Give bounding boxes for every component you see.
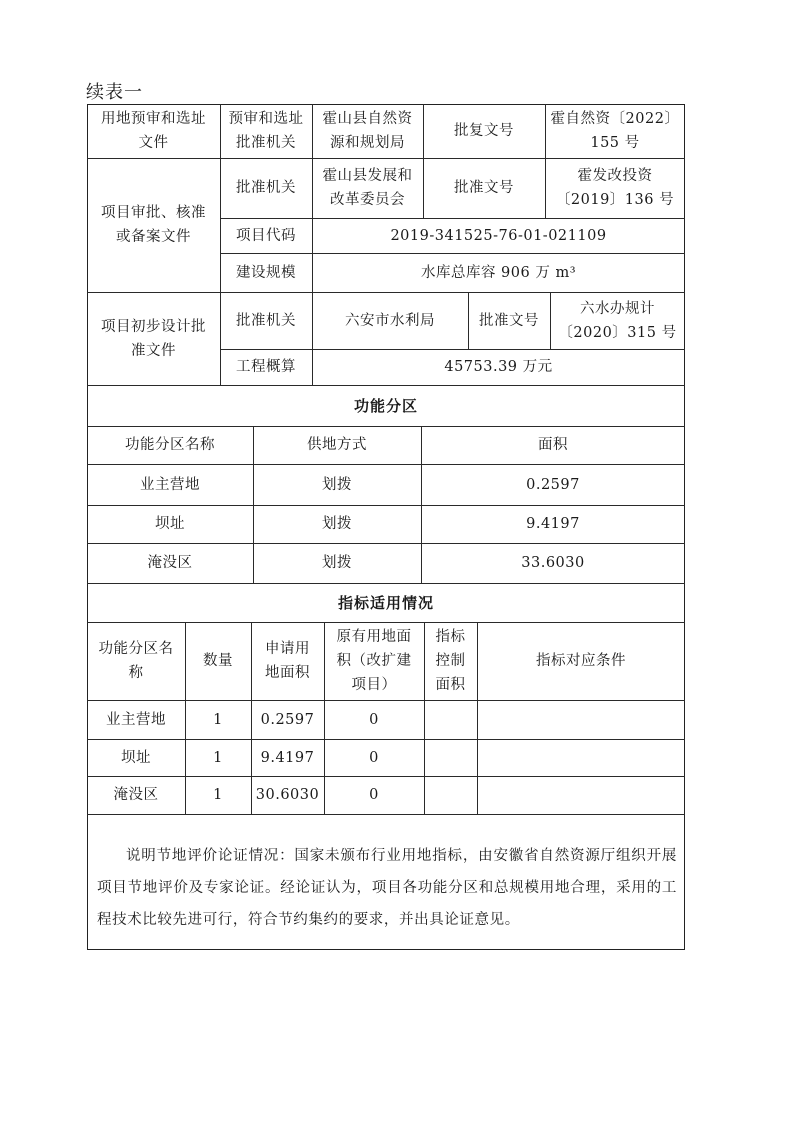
indicators-row-applied-area: 0.2597 [260, 711, 315, 728]
indicators-row-applied-area: 30.6030 [255, 787, 320, 803]
design-authority-label: 批准机关 [236, 312, 296, 329]
zones-row-name: 业主营地 [140, 476, 200, 493]
budget-label: 工程概算 [236, 359, 296, 375]
project-doc-label: 批准文号 [454, 180, 514, 196]
project-code-value: 2019-341525-76-01-021109 [390, 227, 607, 244]
indicators-row-name: 业主营地 [106, 711, 166, 728]
indicators-row-existing-area: 0 [369, 749, 379, 766]
project-authority-value: 霍山县发展和 改革委员会 [322, 168, 413, 208]
zones-row-area: 0.2597 [526, 476, 580, 493]
zones-row-name: 坝址 [155, 516, 185, 532]
indicators-header-name: 功能分区名 称 [98, 641, 174, 681]
indicators-row-name: 坝址 [121, 749, 151, 766]
indicators-header-control-area: 指标 控制 面积 [435, 629, 466, 693]
project-files-label: 项目审批、核准 或备案文件 [101, 205, 206, 245]
indicators-row-existing-area: 0 [369, 787, 379, 803]
site-doc-value: 霍自然资〔2022〕 155 号 [550, 111, 680, 151]
table-caption: 续表一 [86, 82, 143, 103]
indicators-row-existing-area: 0 [369, 711, 379, 728]
zones-row-supply: 划拨 [322, 555, 352, 571]
evaluation-note: 说明节地评价论证情况：国家未颁布行业用地指标，由安徽省自然资源厅组织开展项目节地评价及专家论证。经论证认为，项目各功能分区和总规模用地合理，采用的工程技术比较先进可行，符合节约集约的要求，并出具论证意见。 [97, 848, 677, 928]
design-doc-value: 六水办规计 〔2020〕315 号 [558, 300, 677, 341]
indicators-title: 指标适用情况 [337, 593, 434, 612]
indicators-header-existing-area: 原有用地面 积（改扩建 项目） [336, 629, 412, 693]
site-authority-value: 霍山县自然资 源和规划局 [322, 111, 413, 151]
indicators-row-count: 1 [213, 711, 223, 728]
design-files-label: 项目初步设计批 准文件 [101, 318, 206, 359]
zones-row-area: 33.6030 [521, 555, 585, 571]
zones-title: 功能分区 [353, 396, 418, 415]
zones-row-supply: 划拨 [322, 516, 352, 532]
project-doc-value: 霍发改投资 〔2019〕136 号 [555, 168, 675, 208]
project-authority-label: 批准机关 [236, 180, 296, 196]
site-files-label: 用地预审和选址 文件 [101, 111, 206, 151]
indicators-row-count: 1 [213, 749, 223, 766]
zones-header-supply: 供地方式 [307, 437, 367, 453]
rule [87, 814, 685, 815]
zones-header-name: 功能分区名称 [125, 437, 215, 453]
indicators-header-count: 数量 [203, 653, 233, 669]
design-doc-label: 批准文号 [479, 312, 539, 329]
indicators-row-name: 淹没区 [113, 787, 159, 803]
indicators-header-applied-area: 申请用 地面积 [265, 641, 310, 681]
zones-header-area: 面积 [538, 437, 568, 453]
zones-row-supply: 划拨 [322, 476, 352, 493]
design-authority-value: 六安市水利局 [345, 312, 435, 329]
scale-value: 水库总库容 906 万 m³ [420, 264, 577, 281]
budget-value: 45753.39 万元 [444, 359, 553, 375]
scale-label: 建设规模 [236, 264, 296, 281]
site-doc-label: 批复文号 [454, 123, 514, 139]
indicators-row-applied-area: 9.4197 [260, 749, 315, 766]
zones-row-area: 9.4197 [526, 516, 580, 532]
indicators-header-conditions: 指标对应条件 [536, 653, 626, 669]
indicators-row-count: 1 [213, 787, 223, 803]
zones-row-name: 淹没区 [147, 555, 193, 571]
project-code-label: 项目代码 [236, 227, 296, 244]
site-authority-label: 预审和选址 批准机关 [228, 111, 304, 151]
